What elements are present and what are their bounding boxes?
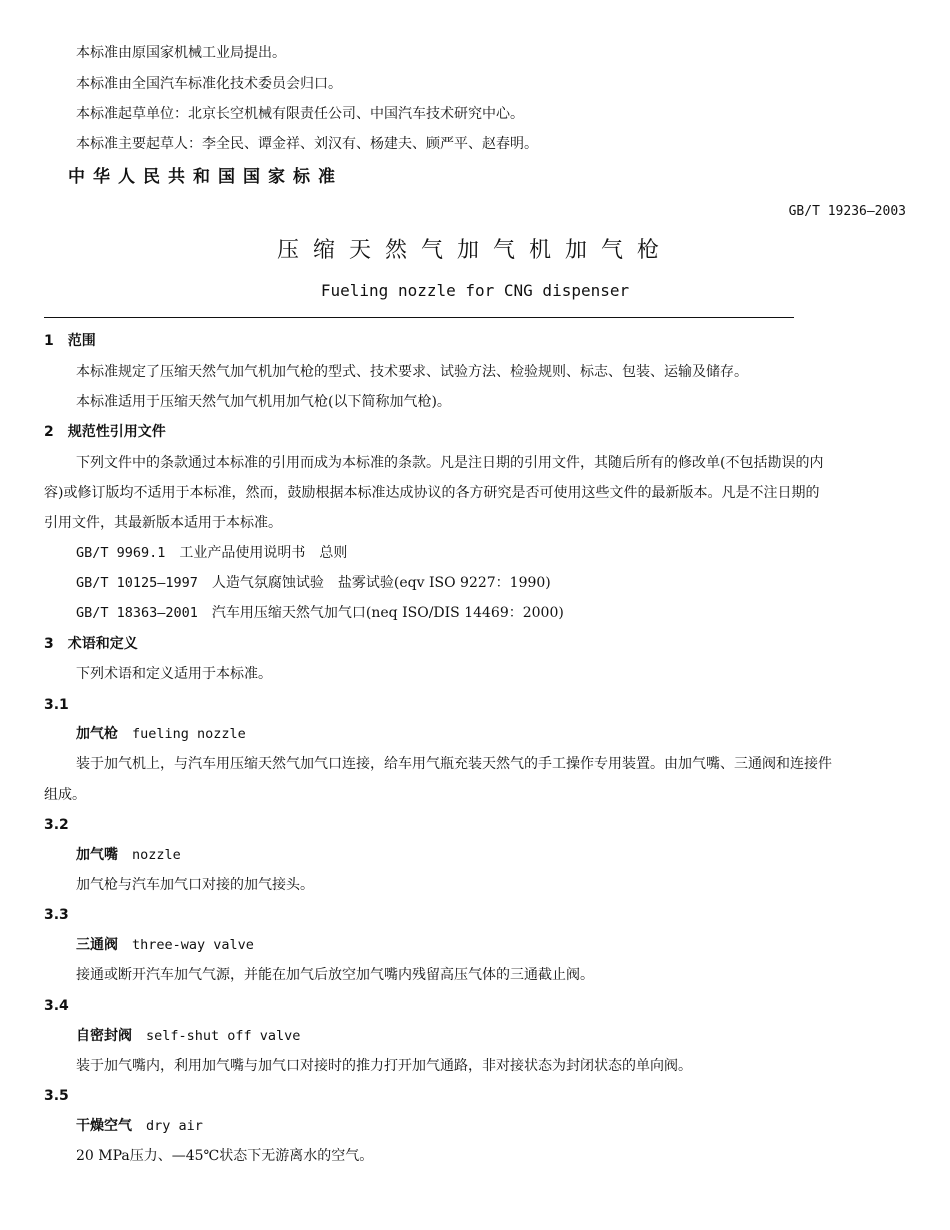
term-definition: 组成。 <box>44 787 86 803</box>
term-entry <box>76 937 254 953</box>
foreword-line: 本标准由全国汽车标准化技术委员会归口。 <box>76 76 342 92</box>
term-entry <box>76 1118 203 1134</box>
term-english: dry air <box>146 1118 203 1134</box>
document-title: 压缩天然气加气机加气枪 <box>276 238 673 263</box>
term-definition: 装于加气机上，与汽车用压缩天然气加气口连接，给车用气瓶充装天然气的手工操作专用装置。由加气嘴、三通阀和连接件 <box>76 756 832 772</box>
term-english: self-shut off valve <box>146 1028 301 1044</box>
term-number: 3.4 <box>44 998 69 1014</box>
term-english: three-way valve <box>132 937 254 953</box>
term-number: 3.1 <box>44 697 69 713</box>
term-english: nozzle <box>132 847 181 863</box>
section-heading: 3 术语和定义 <box>44 636 138 652</box>
term-entry <box>76 726 246 742</box>
term-chinese: 三通阀 <box>76 937 118 953</box>
standard-number: GB/T 19236—2003 <box>788 204 906 219</box>
reference-title: 工业产品使用说明书 总则 <box>179 545 348 561</box>
paragraph: 下列术语和定义适用于本标准。 <box>76 666 272 682</box>
foreword-line: 本标准由原国家机械工业局提出。 <box>76 45 286 61</box>
term-definition: 加气枪与汽车加气口对接的加气接头。 <box>76 877 314 893</box>
term-chinese: 加气枪 <box>76 726 118 742</box>
term-definition: 接通或断开汽车加气气源，并能在加气后放空加气嘴内残留高压气体的三通截止阀。 <box>76 967 594 983</box>
term-english: fueling nozzle <box>132 726 246 742</box>
section-heading: 2 规范性引用文件 <box>44 424 166 440</box>
reference-title: 汽车用压缩天然气加气口(neq ISO/DIS 14469：2000) <box>211 605 564 621</box>
reference-entry <box>76 545 347 561</box>
reference-entry <box>76 605 564 621</box>
reference-code: GB/T 10125—1997 <box>76 575 198 591</box>
foreword-line: 本标准主要起草人：李全民、谭金祥、刘汉有、杨建夫、顾严平、赵春明。 <box>76 136 538 152</box>
paragraph: 本标准适用于压缩天然气加气机用加气枪(以下简称加气枪)。 <box>76 394 451 410</box>
term-number: 3.3 <box>44 907 69 923</box>
term-number: 3.5 <box>44 1088 69 1104</box>
title-divider <box>44 317 794 318</box>
paragraph-line: 下列文件中的条款通过本标准的引用而成为本标准的条款。凡是注日期的引用文件，其随后所有的修改单(不包括勘误的内 <box>76 455 824 471</box>
reference-code: GB/T 9969.1 <box>76 545 166 561</box>
term-definition: 装于加气嘴内，利用加气嘴与加气口对接时的推力打开加气通路，非对接状态为封闭状态的单向阀。 <box>76 1058 692 1074</box>
paragraph: 本标准规定了压缩天然气加气机加气枪的型式、技术要求、试验方法、检验规则、标志、包装、运输及储存。 <box>76 364 748 380</box>
term-chinese: 自密封阀 <box>76 1028 132 1044</box>
term-entry <box>76 847 181 863</box>
term-chinese: 加气嘴 <box>76 847 118 863</box>
term-chinese: 干燥空气 <box>76 1118 132 1134</box>
section-heading: 1 范围 <box>44 333 96 349</box>
reference-code: GB/T 18363—2001 <box>76 605 198 621</box>
national-standard-label: 中华人民共和国国家标准 <box>68 167 343 187</box>
term-definition: 20 MPa压力、—45℃状态下无游离水的空气。 <box>76 1148 374 1164</box>
foreword-line: 本标准起草单位：北京长空机械有限责任公司、中国汽车技术研究中心。 <box>76 106 524 122</box>
paragraph-line: 引用文件，其最新版本适用于本标准。 <box>44 515 282 531</box>
term-number: 3.2 <box>44 817 69 833</box>
paragraph-line: 容)或修订版均不适用于本标准，然而，鼓励根据本标准达成协议的各方研究是否可使用这些文件的最新版本。凡是不注日期的 <box>44 485 820 501</box>
reference-title: 人造气氛腐蚀试验 盐雾试验(eqv ISO 9227：1990) <box>211 575 551 591</box>
document-title-english: Fueling nozzle for CNG dispenser <box>320 281 630 300</box>
reference-entry <box>76 575 551 591</box>
term-entry <box>76 1028 300 1044</box>
